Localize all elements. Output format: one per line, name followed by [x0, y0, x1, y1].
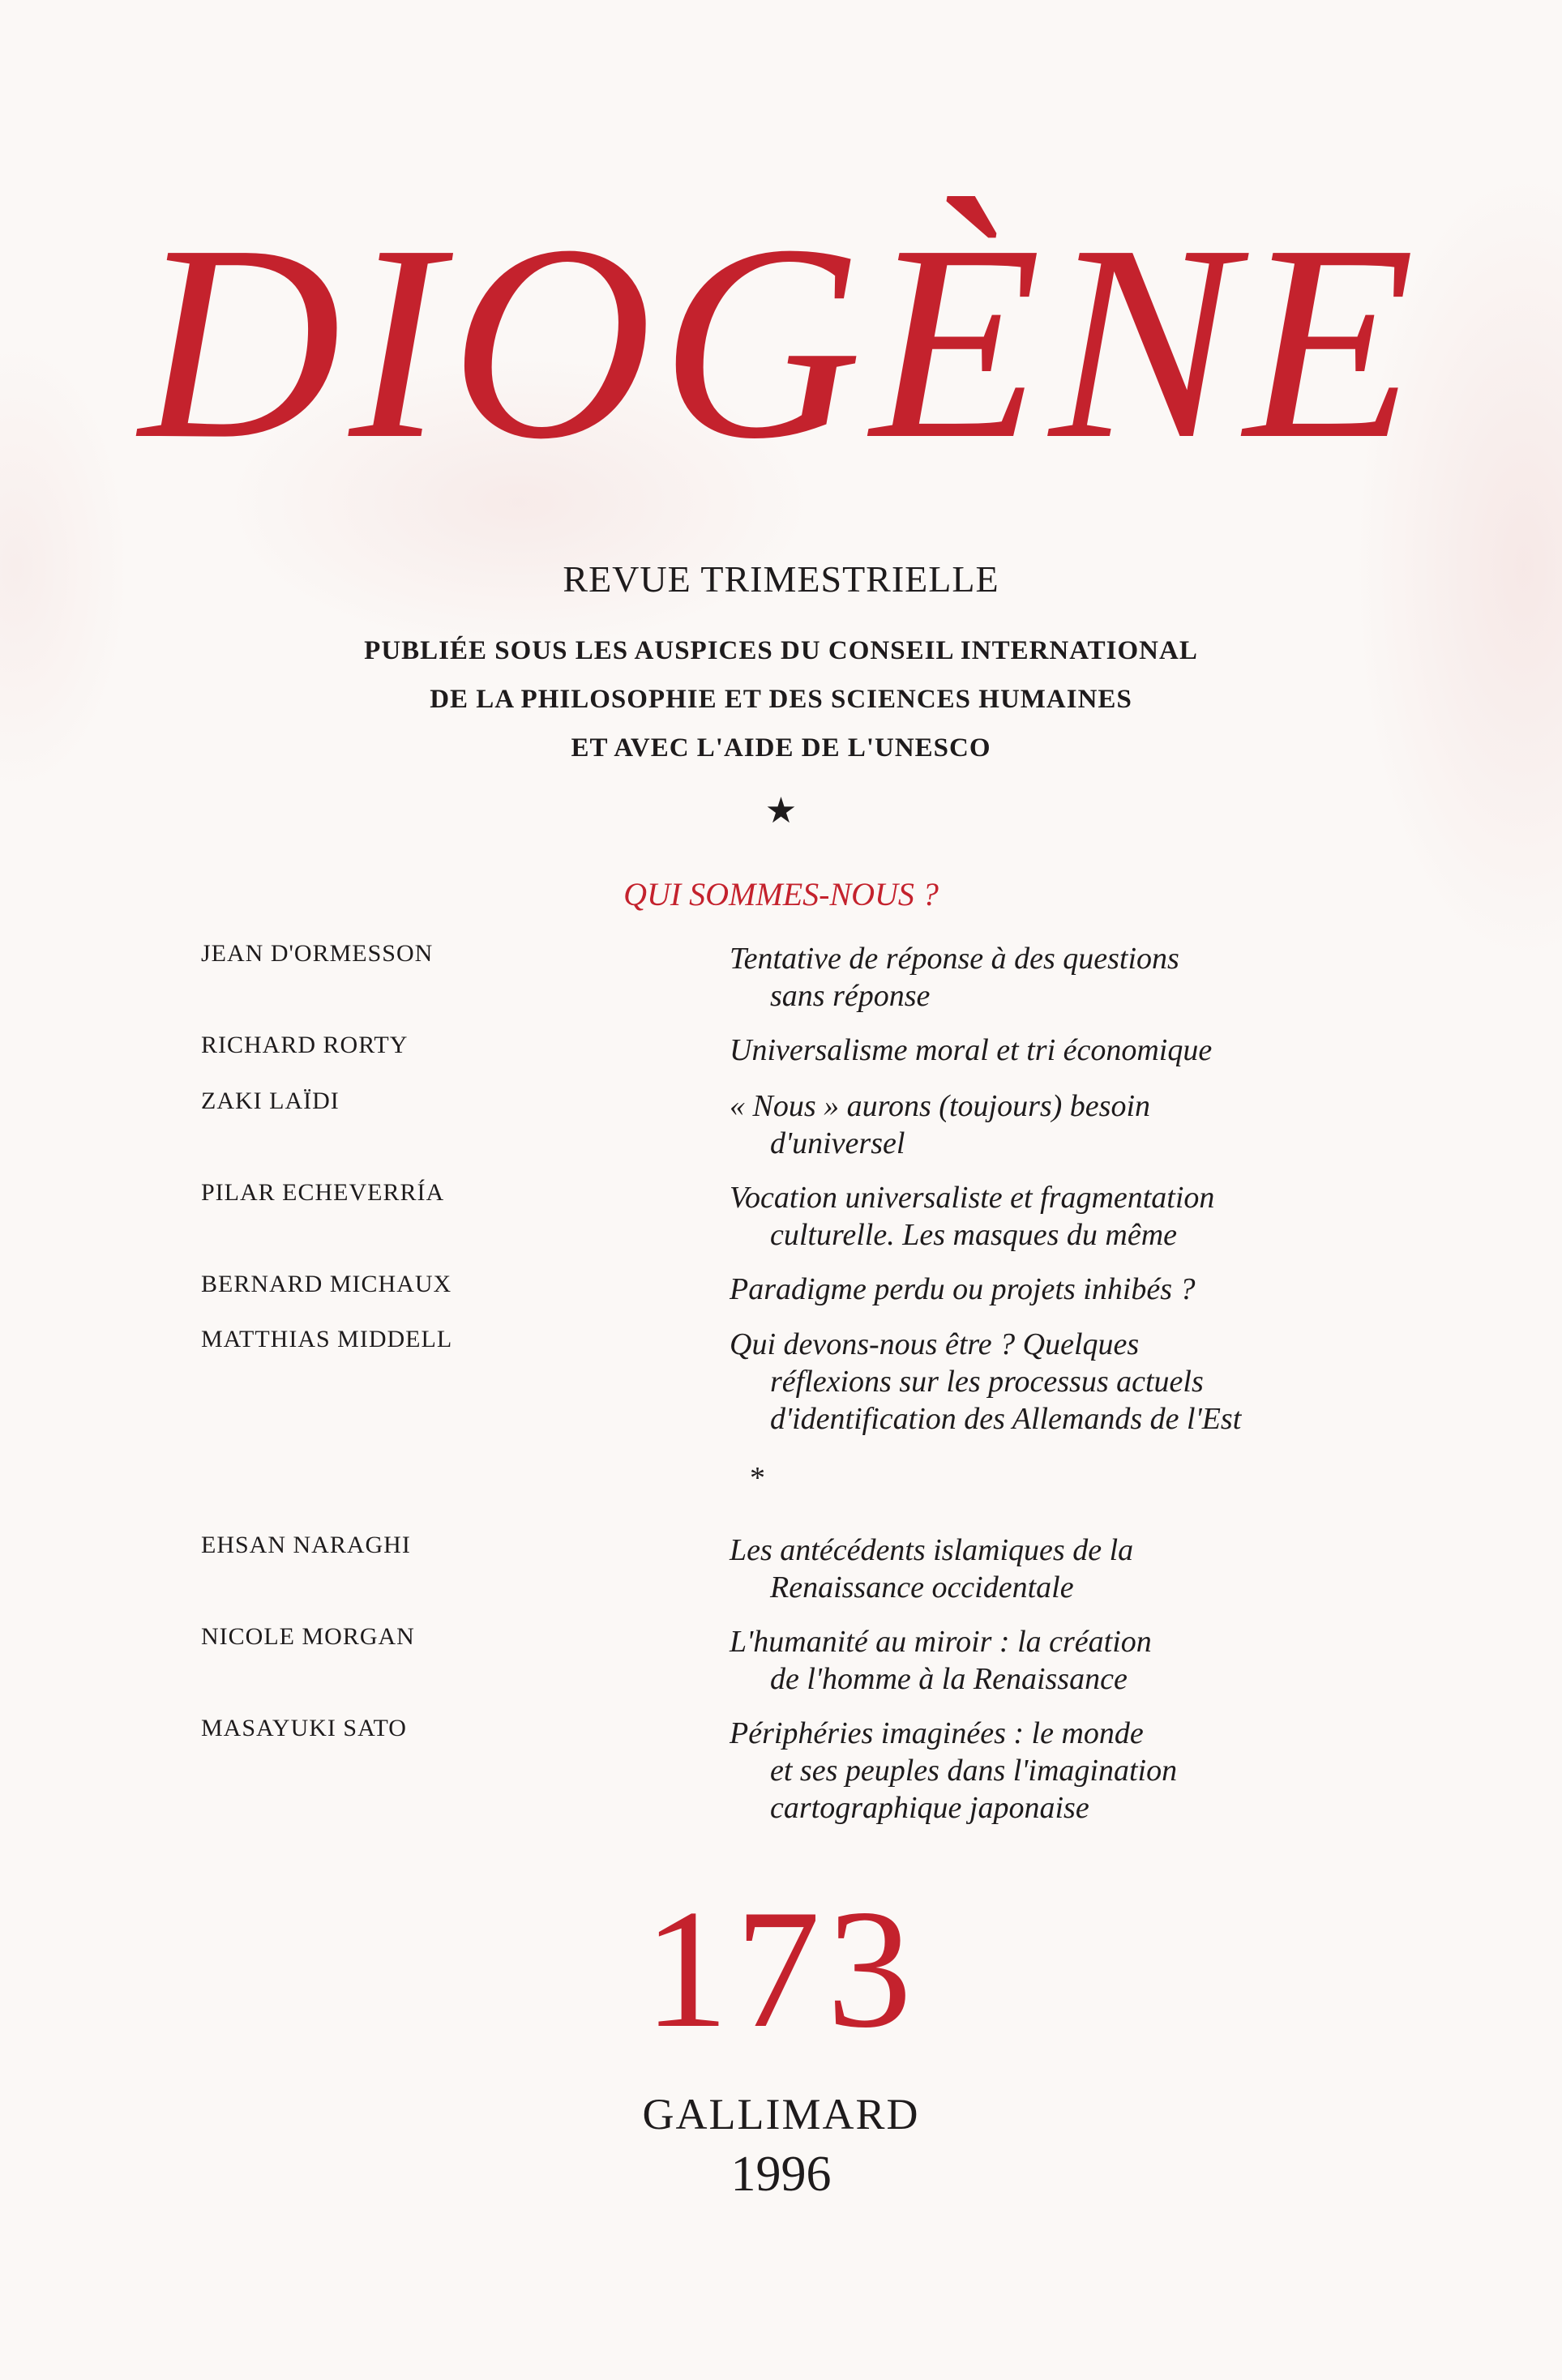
toc-author: EHSAN NARAGHI: [201, 1532, 411, 1558]
toc-title-line: sans réponse: [770, 979, 931, 1013]
toc-title-line: Périphéries imaginées : le monde: [730, 1716, 1144, 1750]
publication-year: 1996: [730, 2147, 832, 2202]
toc-author: BERNARD MICHAUX: [201, 1271, 452, 1297]
toc-title-line: culturelle. Les masques du même: [770, 1218, 1177, 1252]
toc-title: [730, 1623, 1459, 1698]
toc-title: [730, 1715, 1459, 1827]
toc-author: ZAKI LAÏDI: [201, 1087, 340, 1114]
journal-masthead: DIOGÈNE: [139, 187, 1423, 497]
toc-title-line: Paradigme perdu ou projets inhibés ?: [730, 1272, 1196, 1306]
toc-title-line: d'universel: [770, 1126, 905, 1160]
toc-author: RICHARD RORTY: [201, 1032, 409, 1058]
toc-title: [730, 1326, 1459, 1438]
toc-author: MATTHIAS MIDDELL: [201, 1326, 453, 1352]
toc-title-line: L'humanité au miroir : la création: [730, 1625, 1152, 1659]
section-separator: *: [750, 1461, 765, 1495]
toc-title-line: Vocation universaliste et fragmentation: [730, 1181, 1215, 1215]
auspices-line-3: ET AVEC L'AIDE DE L'UNESCO: [571, 733, 991, 763]
toc-title: [730, 1532, 1459, 1606]
toc-title: [730, 1179, 1459, 1254]
star-ornament: ★: [764, 791, 798, 831]
toc-author: JEAN D'ORMESSON: [201, 940, 434, 967]
toc-title-line: Tentative de réponse à des questions: [730, 942, 1179, 976]
publisher-name: GALLIMARD: [642, 2090, 920, 2139]
auspices-line-2: DE LA PHILOSOPHIE ET DES SCIENCES HUMAINES: [430, 685, 1132, 714]
toc-title-line: cartographique japonaise: [770, 1791, 1089, 1825]
toc-title-line: réflexions sur les processus actuels: [770, 1365, 1204, 1399]
auspices-line-1: PUBLIÉE SOUS LES AUSPICES DU CONSEIL INTERNATIONAL: [364, 636, 1198, 665]
toc-title-line: Les antécédents islamiques de la: [730, 1533, 1134, 1567]
issue-number: 173: [644, 1875, 918, 2063]
toc-author: MASAYUKI SATO: [201, 1715, 407, 1741]
issue-theme: QUI SOMMES-NOUS ?: [623, 876, 939, 912]
toc-title-line: de l'homme à la Renaissance: [770, 1662, 1128, 1696]
toc-title: [730, 1271, 1459, 1308]
toc-title: [730, 940, 1459, 1015]
toc-title-line: « Nous » aurons (toujours) besoin: [730, 1089, 1151, 1123]
journal-subtitle: REVUE TRIMESTRIELLE: [563, 558, 999, 600]
toc-title-line: Universalisme moral et tri économique: [730, 1033, 1213, 1067]
toc-author: NICOLE MORGAN: [201, 1623, 415, 1650]
toc-title-line: d'identification des Allemands de l'Est: [770, 1402, 1242, 1436]
toc-title-line: Qui devons-nous être ? Quelques: [730, 1327, 1140, 1361]
toc-title: [730, 1032, 1459, 1069]
toc-title: [730, 1087, 1459, 1162]
toc-title-line: Renaissance occidentale: [770, 1570, 1074, 1604]
toc-title-line: et ses peuples dans l'imagination: [770, 1754, 1178, 1788]
toc-author: PILAR ECHEVERRÍA: [201, 1179, 445, 1206]
